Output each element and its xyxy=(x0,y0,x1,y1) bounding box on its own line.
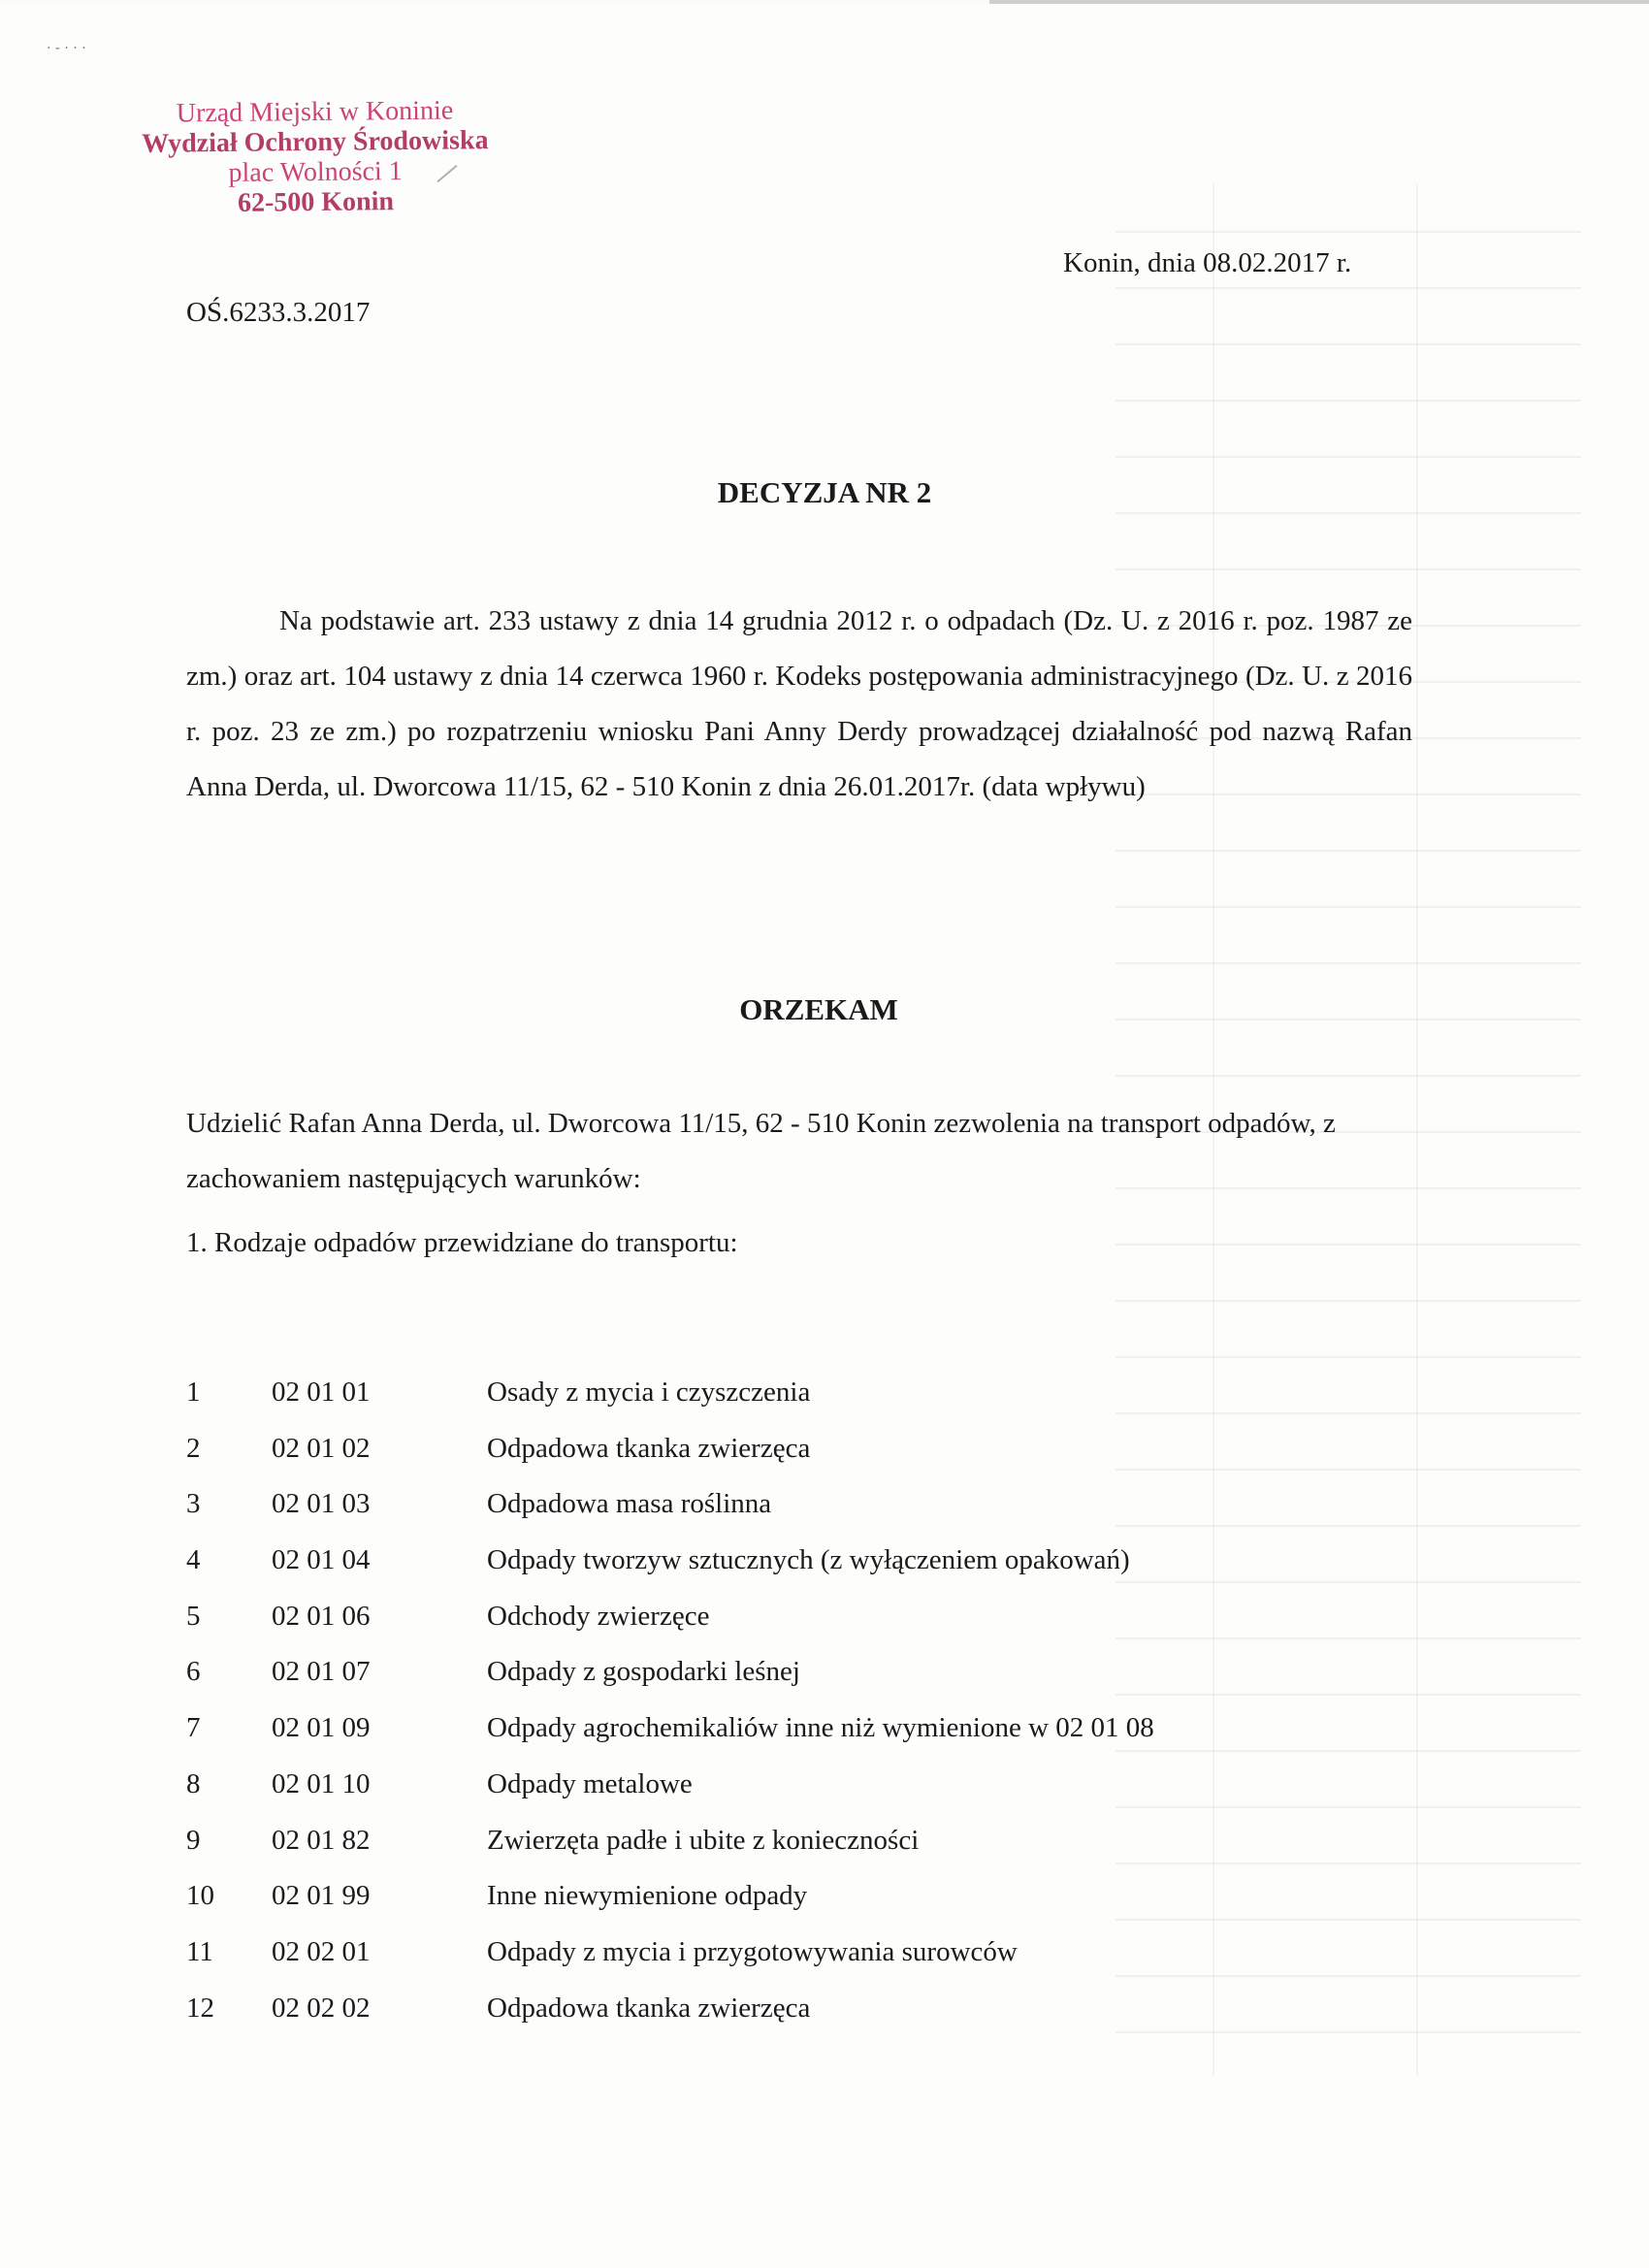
decision-title: DECYZJA NR 2 xyxy=(717,475,932,509)
scan-edge xyxy=(0,0,1649,4)
waste-description: Osady z mycia i czyszczenia xyxy=(487,1377,811,1408)
waste-description: Odpady agrochemikaliów inne niż wymienione w 02 01 08 xyxy=(487,1712,1154,1744)
waste-code: 02 01 02 xyxy=(272,1432,371,1464)
legal-basis-paragraph xyxy=(186,594,1412,815)
office-stamp xyxy=(130,95,500,219)
row-number: 10 xyxy=(186,1880,214,1912)
place-date: Konin, dnia 08.02.2017 r. xyxy=(1063,247,1352,278)
waste-description: Odpadowa masa roślinna xyxy=(487,1488,772,1520)
waste-description: Odpadowa tkanka zwierzęca xyxy=(487,1432,811,1464)
row-number: 12 xyxy=(186,1992,214,2024)
waste-description: Odpady z mycia i przygotowywania surowców xyxy=(487,1935,1018,1967)
waste-code: 02 02 02 xyxy=(272,1992,371,2024)
row-number: 8 xyxy=(186,1767,201,1799)
waste-description: Odchody zwierzęce xyxy=(487,1600,710,1632)
waste-code: 02 01 10 xyxy=(272,1767,371,1799)
row-number: 2 xyxy=(186,1432,201,1464)
row-number: 4 xyxy=(186,1544,201,1576)
section-heading: 1. Rodzaje odpadów przewidziane do transportu: xyxy=(186,1227,738,1258)
waste-description: Zwierzęta padłe i ubite z konieczności xyxy=(487,1824,920,1856)
stamp-line: plac Wolności 1 xyxy=(228,156,403,188)
ruling-heading: ORZEKAM xyxy=(739,992,898,1026)
waste-description: Odpady z gospodarki leśnej xyxy=(487,1656,800,1688)
waste-description: Odpady tworzyw sztucznych (z wyłączeniem opakowań) xyxy=(487,1544,1130,1576)
stamp-line: 62-500 Konin xyxy=(237,186,395,218)
bleed-through-line xyxy=(1416,184,1418,2076)
grant-paragraph: Udzielić Rafan Anna Derda, ul. Dworcowa 11/15, 62 - 510 Konin zezwolenia na transport odpadów, z zachowaniem następujących warunków: xyxy=(186,1108,1336,1194)
stamp-line: Wydział Ochrony Środowiska xyxy=(142,125,489,159)
waste-code: 02 01 99 xyxy=(272,1880,371,1912)
row-number: 7 xyxy=(186,1712,201,1744)
waste-code: 02 01 03 xyxy=(272,1488,371,1520)
stamp-line: Urząd Miejski w Koninie xyxy=(176,95,454,129)
reference-number: OŚ.6233.3.2017 xyxy=(186,297,371,328)
waste-description: Inne niewymienione odpady xyxy=(487,1880,808,1912)
waste-code: 02 01 06 xyxy=(272,1600,371,1632)
waste-code: 02 01 07 xyxy=(272,1656,371,1688)
row-number: 11 xyxy=(186,1935,213,1967)
waste-code: 02 01 09 xyxy=(272,1712,371,1744)
waste-code: 02 01 04 xyxy=(272,1544,371,1576)
waste-code: 02 01 01 xyxy=(272,1377,371,1408)
row-number: 9 xyxy=(186,1824,201,1856)
row-number: 6 xyxy=(186,1656,201,1688)
waste-description: Odpady metalowe xyxy=(487,1767,693,1799)
legal-basis-text: Na podstawie art. 233 ustawy z dnia 14 grudnia 2012 r. o odpadach (Dz. U. z 2016 r. poz. 1987 ze zm.) oraz art. 104 ustawy z dnia 14 czerwca 1960 r. Kodeks postępowania administracyjnego (Dz. U. z 2016 r. poz. 23 ze zm.) po rozpatrzeniu wniosku Pani Anny Derdy prowadzącej działalność pod nazwą Rafan Anna Derda, ul. Dworcowa 11/15, 62 - 510 Konin z dnia 26.01.2017r. (data wpływu) xyxy=(186,605,1412,802)
waste-code: 02 02 01 xyxy=(272,1935,371,1967)
row-number: 5 xyxy=(186,1600,201,1632)
waste-code: 02 01 82 xyxy=(272,1824,371,1856)
row-number: 3 xyxy=(186,1488,201,1520)
scan-artifact: · - · · · xyxy=(47,41,86,56)
row-number: 1 xyxy=(186,1377,201,1408)
waste-description: Odpadowa tkanka zwierzęca xyxy=(487,1992,811,2024)
